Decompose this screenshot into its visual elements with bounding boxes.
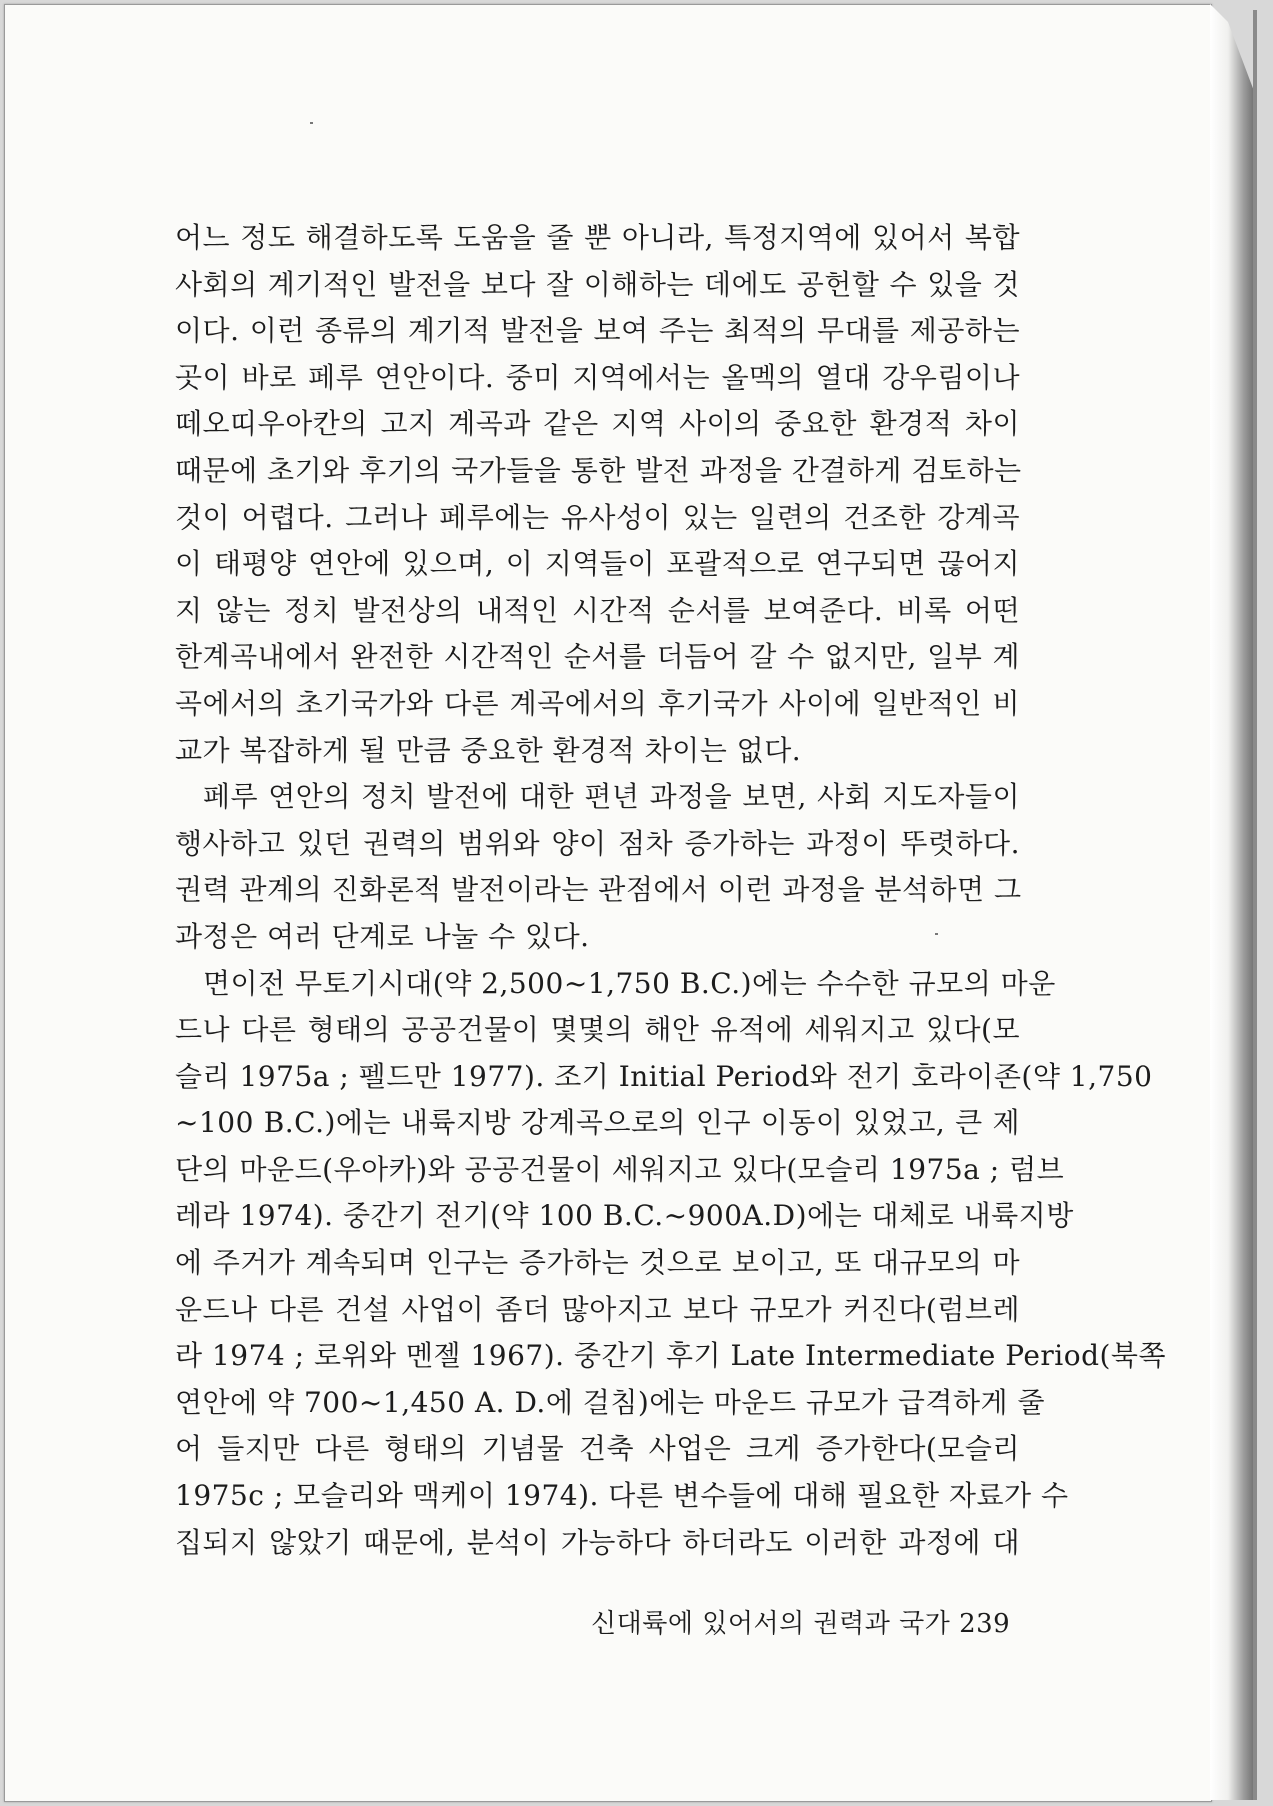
text-line: 떼오띠우아칸의 고지 계곡과 같은 지역 사이의 중요한 환경적 차이 bbox=[175, 407, 1020, 441]
text-line: 연안에 약 700~1,450 A. D.에 걸침)에는 마운드 규모가 급격하게 줄 bbox=[175, 1385, 1046, 1419]
text-line: 드나 다른 형태의 공공건물이 몇몇의 해안 유적에 세워지고 있다(모 bbox=[175, 1013, 1020, 1047]
text-line: 것이 어렵다. 그러나 페루에는 유사성이 있는 일련의 건조한 강계곡 bbox=[175, 500, 1020, 534]
text-line: 단의 마운드(우아카)와 공공건물이 세워지고 있다(모슬리 1975a ; 럼브 bbox=[175, 1152, 1065, 1186]
text-line: 과정은 여러 단계로 나눌 수 있다. bbox=[175, 919, 590, 953]
paragraph bbox=[175, 774, 1020, 960]
text-line: 지 않는 정치 발전상의 내적인 시간적 순서를 보여준다. 비록 어떤 bbox=[175, 593, 1020, 627]
text-line: 때문에 초기와 후기의 국가들을 통한 발전 과정을 간결하게 검토하는 bbox=[175, 453, 1022, 487]
page-edge bbox=[1253, 10, 1257, 1800]
text-line: 집되지 않았기 때문에, 분석이 가능하다 하더라도 이러한 과정에 대 bbox=[175, 1525, 1020, 1559]
text-line: 교가 복잡하게 될 만큼 중요한 환경적 차이는 없다. bbox=[175, 733, 802, 767]
text-line: 에 주거가 계속되며 인구는 증가하는 것으로 보이고, 또 대규모의 마 bbox=[175, 1246, 1020, 1280]
print-speck bbox=[310, 122, 313, 124]
running-footer bbox=[591, 1606, 1011, 1642]
page-number: 239 bbox=[959, 1609, 1011, 1639]
text-line: 행사하고 있던 권력의 범위와 양이 점차 증가하는 과정이 뚜렷하다. bbox=[175, 826, 1020, 860]
text-line: 어 들지만 다른 형태의 기념물 건축 사업은 크게 증가한다(모슬리 bbox=[175, 1432, 1020, 1466]
paragraph bbox=[175, 961, 1167, 1567]
body-text bbox=[175, 215, 1167, 1566]
text-line: 1975c ; 모슬리와 맥케이 1974). 다른 변수들에 대해 필요한 자료가 수 bbox=[175, 1479, 1069, 1513]
text-line: 슬리 1975a ; 펠드만 1977). 조기 Initial Period와 전기 호라이존(약 1,750 bbox=[175, 1059, 1153, 1093]
text-line: 레라 1974). 중간기 전기(약 100 B.C.~900A.D)에는 대체로 내륙지방 bbox=[175, 1199, 1074, 1233]
text-line: 어느 정도 해결하도록 도움을 줄 뿐 아니라, 특정지역에 있어서 복합 bbox=[175, 221, 1020, 254]
footer-title: 신대륙에 있어서의 권력과 국가 bbox=[591, 1609, 951, 1639]
text-line: 이다. 이런 종류의 계기적 발전을 보여 주는 최적의 무대를 제공하는 bbox=[175, 314, 1020, 348]
text-line: 한계곡내에서 완전한 시간적인 순서를 더듬어 갈 수 없지만, 일부 계 bbox=[175, 640, 1020, 674]
book-page bbox=[4, 4, 1212, 1802]
text-line: ~100 B.C.)에는 내륙지방 강계곡으로의 인구 이동이 있었고, 큰 제 bbox=[175, 1106, 1020, 1140]
text-line: 사회의 계기적인 발전을 보다 잘 이해하는 데에도 공헌할 수 있을 것 bbox=[175, 267, 1020, 301]
paragraph bbox=[175, 215, 1020, 774]
text-line: 운드나 다른 건설 사업이 좀더 많아지고 보다 규모가 커진다(럼브레 bbox=[175, 1292, 1020, 1326]
text-line: 이 태평양 연안에 있으며, 이 지역들이 포괄적으로 연구되면 끊어지 bbox=[175, 547, 1020, 581]
text-line: 곡에서의 초기국가와 다른 계곡에서의 후기국가 사이에 일반적인 비 bbox=[175, 686, 1020, 720]
text-line: 페루 연안의 정치 발전에 대한 편년 과정을 보면, 사회 지도자들이 bbox=[203, 780, 1020, 814]
page-curl-shadow bbox=[1210, 4, 1255, 1800]
text-line: 권력 관계의 진화론적 발전이라는 관점에서 이런 과정을 분석하면 그 bbox=[175, 873, 1022, 907]
text-line: 면이전 무토기시대(약 2,500~1,750 B.C.)에는 수수한 규모의 마운 bbox=[203, 966, 1056, 1000]
text-line: 곳이 바로 페루 연안이다. 중미 지역에서는 올멕의 열대 강우림이나 bbox=[175, 360, 1020, 394]
text-line: 라 1974 ; 로위와 멘젤 1967). 중간기 후기 Late Intermediate Period(북쪽 bbox=[175, 1339, 1167, 1373]
